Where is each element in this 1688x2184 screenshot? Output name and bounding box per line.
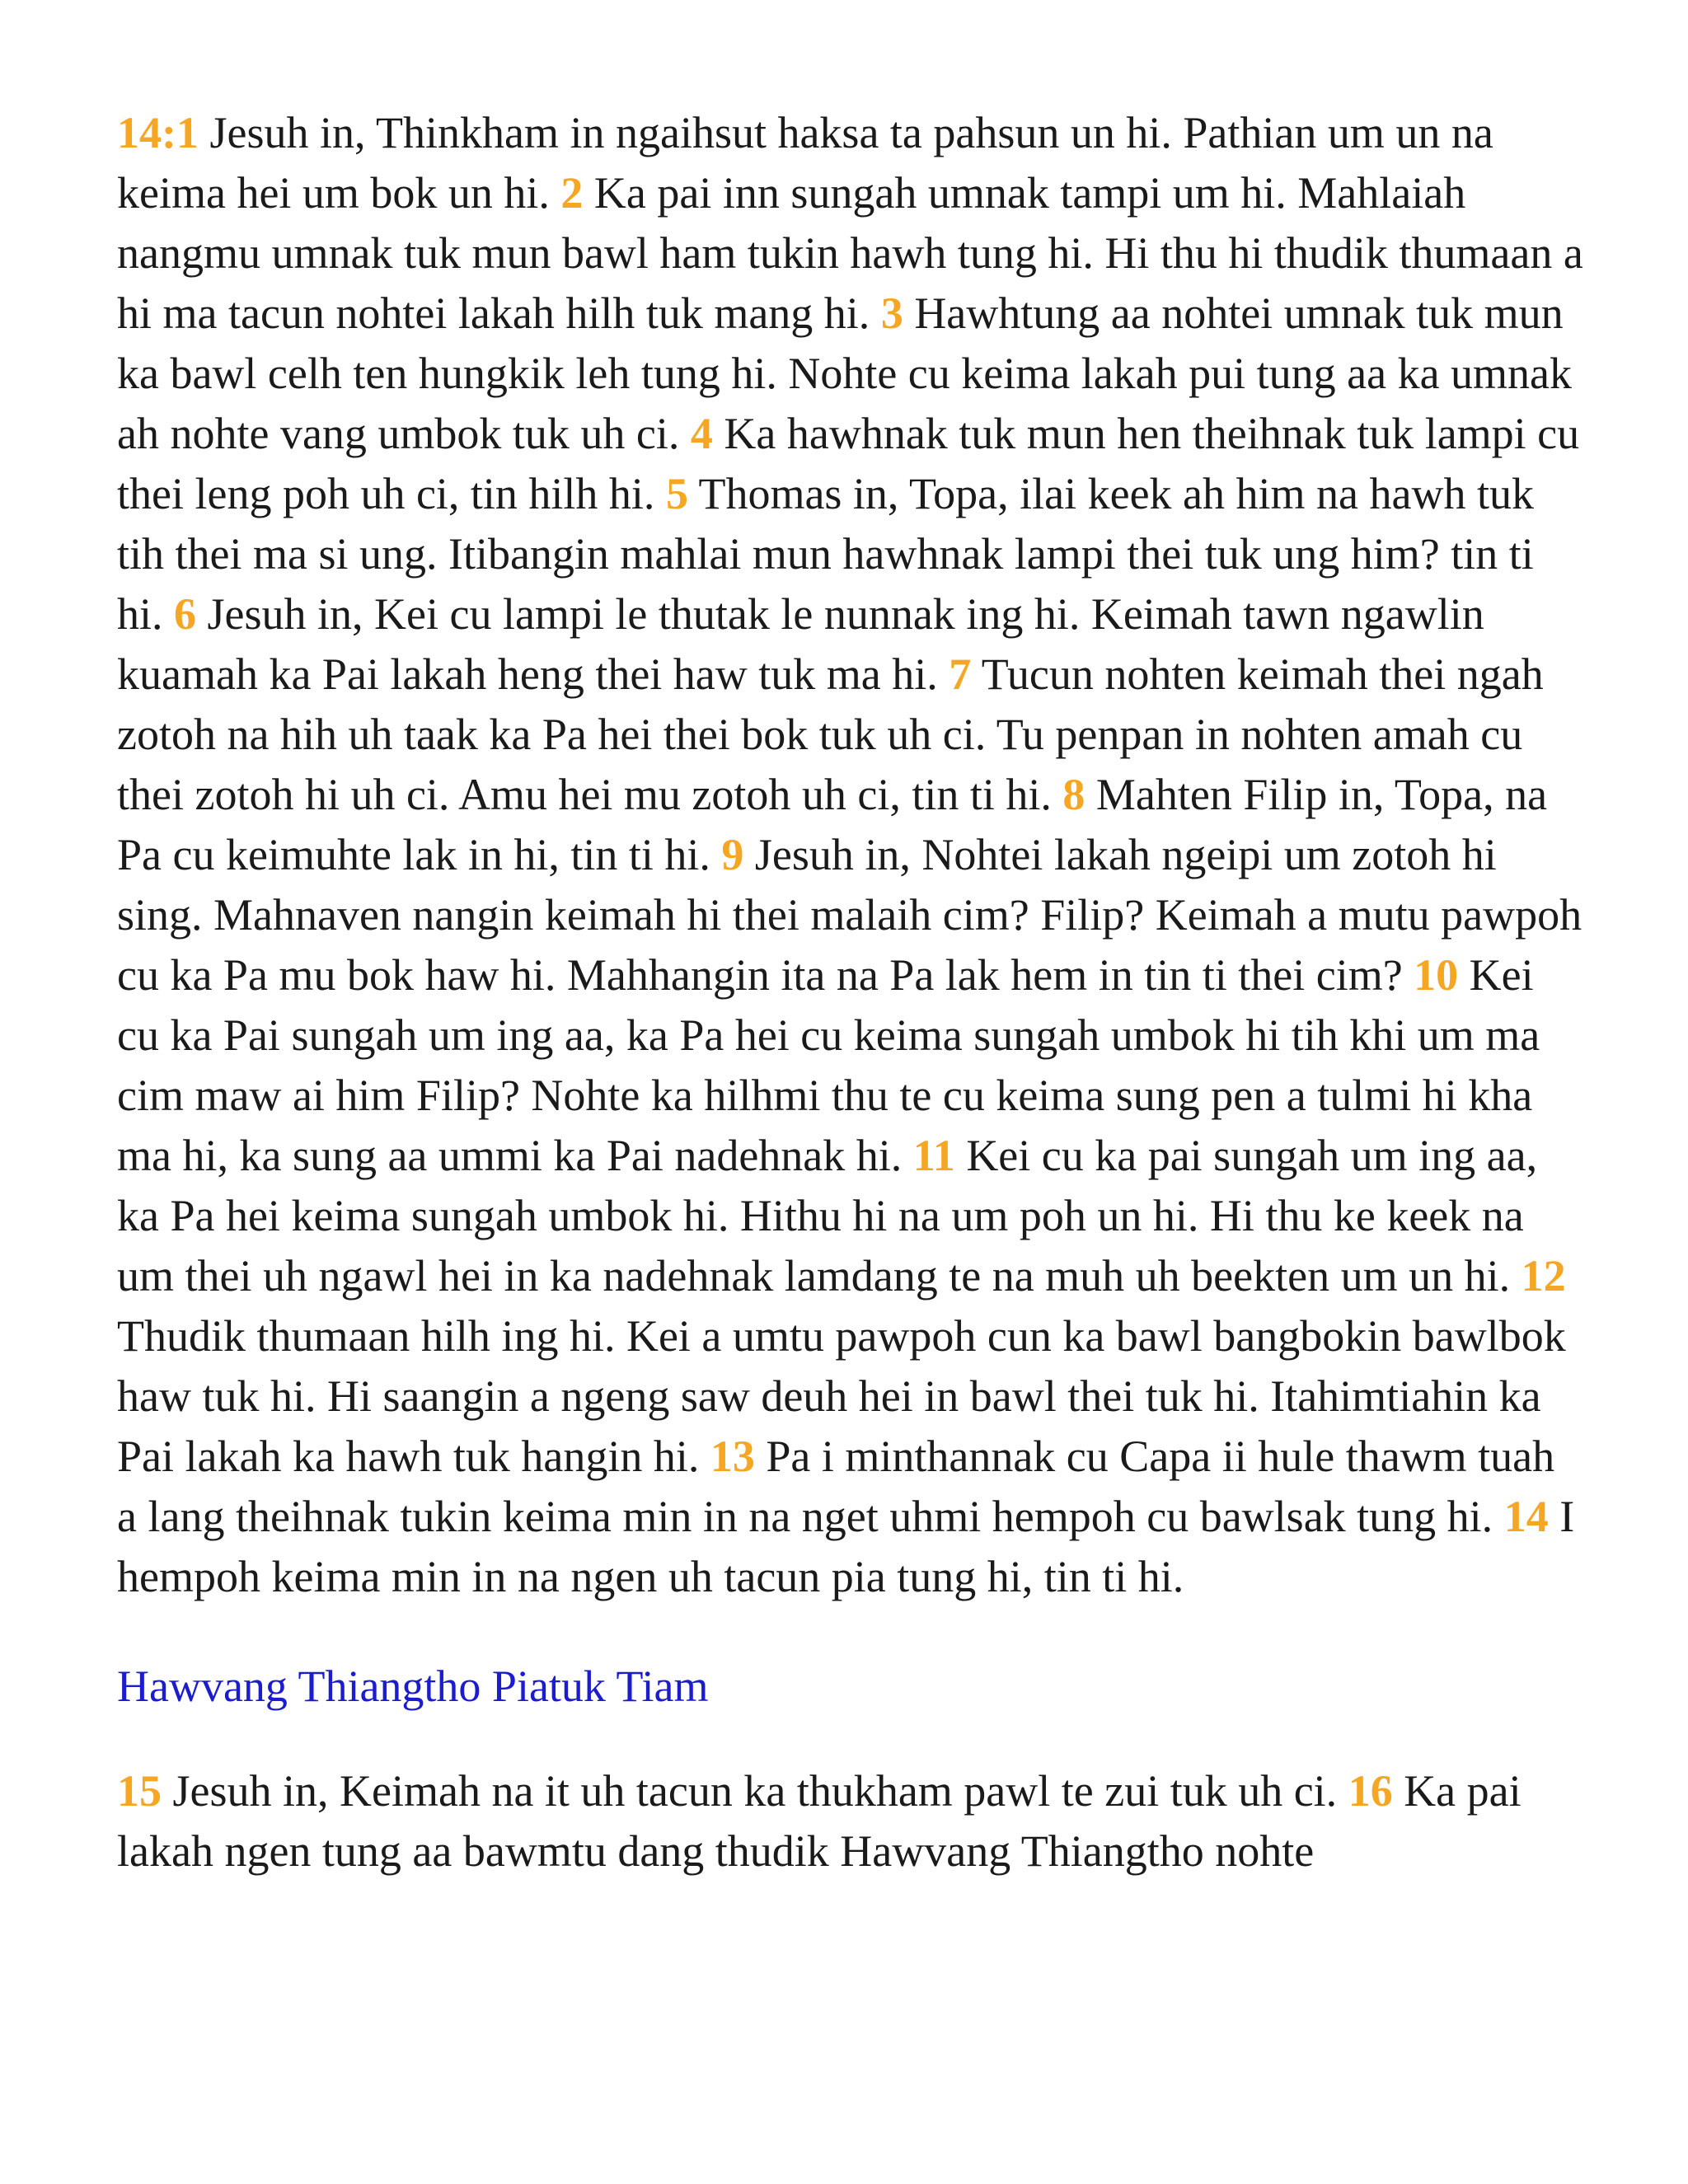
verse-number: 12 — [1521, 1251, 1566, 1301]
verse-text: Hawhtung aa nohtei umnak tuk mun ka bawl celh ten hungkik leh tung hi. Nohte cu keima lakah pui tung aa ka umnak ah nohte vang umbok tuk uh ci. — [117, 288, 1573, 458]
scripture-paragraph — [117, 103, 1584, 1607]
verse-text: I hempoh keima min in na ngen uh tacun pia tung hi, tin ti hi. — [117, 1492, 1575, 1601]
verse-number: 9 — [721, 830, 744, 879]
verse-number: 3 — [880, 288, 903, 338]
verse-number: 6 — [174, 589, 197, 639]
verse-text: Jesuh in, Keimah na it uh tacun ka thukham pawl te zui tuk uh ci. — [162, 1766, 1348, 1816]
scripture-paragraph — [117, 1761, 1584, 1882]
document-page — [117, 103, 1584, 1882]
verse-number: 10 — [1414, 950, 1459, 1000]
verse-text: Kei cu ka Pai sungah um ing aa, ka Pa hei cu keima sungah umbok hi tih khi um ma cim maw ai him Filip? Nohte ka hilhmi thu te cu keima sung pen a tulmi hi kha ma hi, ka sung aa ummi ka Pai nadehnak hi. — [117, 950, 1540, 1180]
verse-text: Ka hawhnak tuk mun hen theihnak tuk lampi cu thei leng poh uh ci, tin hilh hi. — [117, 409, 1580, 518]
verse-number: 11 — [912, 1131, 955, 1180]
verse-text: Thudik thumaan hilh ing hi. Kei a umtu pawpoh cun ka bawl bangbokin bawlbok haw tuk hi. Hi saangin a ngeng saw deuh hei in bawl thei tuk hi. Itahimtiahin ka Pai lakah ka hawh tuk hangin hi. — [117, 1311, 1566, 1481]
verse-number: 4 — [690, 409, 713, 458]
verse-text: Pa i minthannak cu Capa ii hule thawm tuah a lang theihnak tukin keima min in na nget uhmi hempoh cu bawlsak tung hi. — [117, 1432, 1555, 1541]
verse-number: 13 — [710, 1432, 755, 1481]
verse-text: Ka pai lakah ngen tung aa bawmtu dang thudik Hawvang Thiangtho nohte — [117, 1766, 1522, 1876]
verse-number: 16 — [1348, 1766, 1393, 1816]
verse-text: Mahten Filip in, Topa, na Pa cu keimuhte lak in hi, tin ti hi. — [117, 770, 1548, 879]
verse-number: 14:1 — [117, 108, 199, 157]
verse-number: 2 — [560, 168, 584, 218]
verse-number: 15 — [117, 1766, 162, 1816]
verse-text: Tucun nohten keimah thei ngah zotoh na hih uh taak ka Pa hei thei bok tuk uh ci. Tu penpan in nohten amah cu thei zotoh hi uh ci. Amu hei mu zotoh uh ci, tin ti hi. — [117, 649, 1544, 819]
verse-text: Kei cu ka pai sungah um ing aa, ka Pa hei keima sungah umbok hi. Hithu hi na um poh un hi. Hi thu ke keek na um thei uh ngawl hei in ka nadehnak lamdang te na muh uh beekten um un hi. — [117, 1131, 1538, 1301]
verse-text: Thomas in, Topa, ilai keek ah him na hawh tuk tih thei ma si ung. Itibangin mahlai mun hawhnak lampi thei tuk ung him? tin ti hi. — [117, 469, 1534, 639]
section-heading: Hawvang Thiangtho Piatuk Tiam — [117, 1661, 709, 1711]
verse-text: Jesuh in, Thinkham in ngaihsut haksa ta pahsun un hi. Pathian um un na keima hei um bok un hi. — [117, 108, 1493, 218]
verse-text: Jesuh in, Nohtei lakah ngeipi um zotoh hi sing. Mahnaven nangin keimah hi thei malaih cim? Filip? Keimah a mutu pawpoh cu ka Pa mu bok haw hi. Mahhangin ita na Pa lak hem in tin ti thei cim? — [117, 830, 1582, 1000]
verse-number: 5 — [665, 469, 688, 518]
verse-text: Ka pai inn sungah umnak tampi um hi. Mahlaiah nangmu umnak tuk mun bawl ham tukin hawh tung hi. Hi thu hi thudik thumaan a hi ma tacun nohtei lakah hilh tuk mang hi. — [117, 168, 1583, 338]
verse-number: 14 — [1503, 1492, 1549, 1541]
verse-text: Jesuh in, Kei cu lampi le thutak le nunnak ing hi. Keimah tawn ngawlin kuamah ka Pai lakah heng thei haw tuk ma hi. — [117, 589, 1484, 699]
verse-number: 7 — [949, 649, 972, 699]
verse-number: 8 — [1062, 770, 1085, 819]
